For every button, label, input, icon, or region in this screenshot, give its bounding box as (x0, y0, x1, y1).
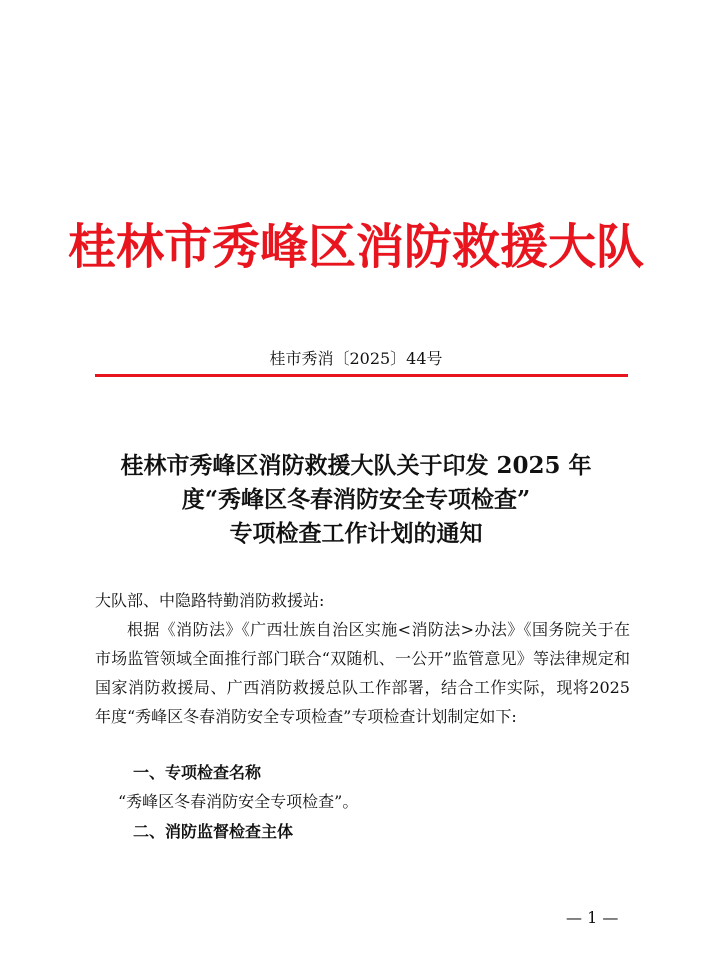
addressee: 大队部、中隐路特勤消防救援站: (95, 591, 325, 610)
page-number: — 1 — (566, 908, 619, 927)
document-title-line: 专项检查工作计划的通知 (229, 520, 483, 547)
red-separator-line (95, 374, 628, 377)
body-paragraph: 根据《消防法》《广西壮族自治区实施<消防法>办法》《国务院关于在市场监管领域全面推行部门联合“双随机、一公开”监管意见》等法律规定和国家消防救援局、广西消防救援总队工作部署，结合工作实际，现将2025年度“秀峰区冬春消防安全专项检查”专项检查计划制定如下: (95, 620, 630, 726)
section-1-content: “秀峰区冬春消防安全专项检查”。 (118, 792, 359, 811)
document-title (80, 449, 632, 551)
section-heading-2: 二、消防监督检查主体 (133, 822, 294, 841)
section-heading-1: 一、专项检查名称 (133, 763, 262, 782)
issuing-org-header: 桂林市秀峰区消防救援大队 (67, 219, 644, 275)
document-title-line: 度“秀峰区冬春消防安全专项检查” (181, 486, 531, 513)
document-title-line: 桂林市秀峰区消防救援大队关于印发 2025 年 (120, 452, 592, 479)
document-number: 桂市秀消〔2025〕44号 (269, 349, 443, 368)
